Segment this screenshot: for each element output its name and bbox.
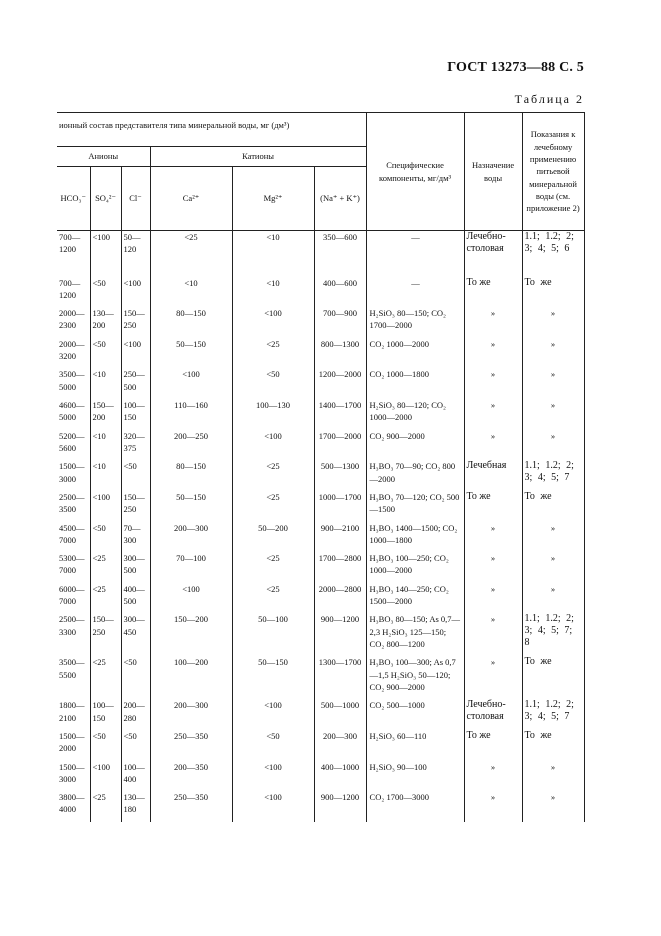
cell-spec: H₃BO₃ 80—150; As 0,7—2,3 H₂SiO₃ 125—150; CO₂ 800—1200 — [366, 613, 464, 656]
cell-mg: <25 — [232, 460, 314, 491]
cell-purpose: » — [464, 307, 522, 338]
cell-spec: H₃BO₃ 1400—1500; CO₂ 1000—1800 — [366, 522, 464, 553]
cell-ca: <100 — [150, 583, 232, 614]
cell-indic: » — [522, 522, 584, 553]
cell-mg: <50 — [232, 368, 314, 399]
cell-purpose: То же — [464, 277, 522, 308]
cell-indic: » — [522, 307, 584, 338]
table-row — [57, 277, 584, 308]
cell-cl: 300—500 — [121, 552, 150, 583]
cell-nak: 200—300 — [314, 730, 366, 761]
cell-mg: 50—150 — [232, 656, 314, 699]
cell-hco3: 4500—7000 — [57, 522, 90, 553]
cell-mg: <25 — [232, 583, 314, 614]
cell-nak: 1000—1700 — [314, 491, 366, 522]
cell-indic: » — [522, 552, 584, 583]
cell-mg: <10 — [232, 231, 314, 277]
cell-mg: <25 — [232, 491, 314, 522]
header-cl: Cl⁻ — [121, 167, 150, 231]
cell-hco3: 1500—3000 — [57, 761, 90, 792]
cell-indic: » — [522, 430, 584, 461]
cell-indic: » — [522, 791, 584, 822]
cell-mg: <100 — [232, 699, 314, 730]
cell-hco3: 5200—5600 — [57, 430, 90, 461]
cell-spec: H₃BO₃ 70—90; CO₂ 800—2000 — [366, 460, 464, 491]
cell-so4: 100—150 — [90, 699, 121, 730]
cell-spec: H₂SiO₃ 80—120; CO₂ 1000—2000 — [366, 399, 464, 430]
table-row — [57, 338, 584, 369]
cell-indic: » — [522, 761, 584, 792]
cell-indic: 1.1; 1.2; 2; 3; 4; 5; 7 — [522, 460, 584, 491]
cell-cl: 100—150 — [121, 399, 150, 430]
cell-cl: 130—180 — [121, 791, 150, 822]
cell-spec: CO₂ 1700—3000 — [366, 791, 464, 822]
cell-indic: » — [522, 338, 584, 369]
cell-nak: 400—600 — [314, 277, 366, 308]
cell-mg: 100—130 — [232, 399, 314, 430]
cell-ca: 200—300 — [150, 522, 232, 553]
cell-hco3: 4600—5000 — [57, 399, 90, 430]
cell-so4: <25 — [90, 656, 121, 699]
table-row — [57, 613, 584, 656]
cell-cl: <100 — [121, 277, 150, 308]
cell-spec: CO₂ 500—1000 — [366, 699, 464, 730]
cell-purpose: » — [464, 761, 522, 792]
header-mg: Mg²⁺ — [232, 167, 314, 231]
header-cations: Катионы — [150, 147, 366, 167]
cell-ca: <25 — [150, 231, 232, 277]
cell-so4: <100 — [90, 491, 121, 522]
cell-cl: 250—500 — [121, 368, 150, 399]
table-row — [57, 491, 584, 522]
cell-nak: 1700—2800 — [314, 552, 366, 583]
cell-spec: H₃BO₃ 70—120; CO₂ 500—1500 — [366, 491, 464, 522]
cell-purpose: » — [464, 399, 522, 430]
cell-mg: <100 — [232, 430, 314, 461]
table-row — [57, 761, 584, 792]
cell-mg: <25 — [232, 552, 314, 583]
cell-so4: <25 — [90, 552, 121, 583]
cell-ca: 50—150 — [150, 491, 232, 522]
cell-so4: <50 — [90, 277, 121, 308]
cell-nak: 700—900 — [314, 307, 366, 338]
cell-nak: 1200—2000 — [314, 368, 366, 399]
cell-mg: 50—200 — [232, 522, 314, 553]
cell-indic: То же — [522, 491, 584, 522]
cell-so4: <50 — [90, 338, 121, 369]
cell-mg: <25 — [232, 338, 314, 369]
table-row — [57, 399, 584, 430]
cell-so4: <50 — [90, 730, 121, 761]
cell-nak: 1400—1700 — [314, 399, 366, 430]
cell-purpose: » — [464, 430, 522, 461]
cell-ca: 150—200 — [150, 613, 232, 656]
header-hco3: HCO₃⁻ — [57, 167, 90, 231]
cell-indic: 1.1; 1.2; 2; 3; 4; 5; 7 — [522, 699, 584, 730]
header-anions: Анионы — [57, 147, 150, 167]
table-row — [57, 368, 584, 399]
cell-cl: 70—300 — [121, 522, 150, 553]
cell-hco3: 3500—5500 — [57, 656, 90, 699]
cell-hco3: 2500—3300 — [57, 613, 90, 656]
cell-ca: 200—300 — [150, 699, 232, 730]
header-specific-components: Специфические компоненты, мг/дм³ — [366, 113, 464, 231]
cell-so4: 130—200 — [90, 307, 121, 338]
cell-ca: <100 — [150, 368, 232, 399]
cell-indic: То же — [522, 656, 584, 699]
cell-indic: » — [522, 399, 584, 430]
cell-hco3: 6000—7000 — [57, 583, 90, 614]
cell-hco3: 700—1200 — [57, 231, 90, 277]
cell-ca: 80—150 — [150, 460, 232, 491]
cell-spec: CO₂ 1000—1800 — [366, 368, 464, 399]
cell-hco3: 1500—2000 — [57, 730, 90, 761]
cell-purpose: Лечебно-столовая — [464, 231, 522, 277]
cell-purpose: » — [464, 552, 522, 583]
cell-so4: <100 — [90, 761, 121, 792]
cell-spec: H₃BO₃ 100—250; CO₂ 1000—2000 — [366, 552, 464, 583]
cell-spec: H₃BO₃ 100—300; As 0,7—1,5 H₂SiO₃ 50—120; CO₂ 900—2000 — [366, 656, 464, 699]
cell-cl: 150—250 — [121, 307, 150, 338]
cell-so4: 150—200 — [90, 399, 121, 430]
cell-ca: 70—100 — [150, 552, 232, 583]
cell-hco3: 2000—2300 — [57, 307, 90, 338]
cell-hco3: 2000—3200 — [57, 338, 90, 369]
cell-indic: То же — [522, 730, 584, 761]
table-row — [57, 460, 584, 491]
cell-purpose: Лечебная — [464, 460, 522, 491]
cell-hco3: 2500—3500 — [57, 491, 90, 522]
cell-ca: 50—150 — [150, 338, 232, 369]
cell-cl: 400—500 — [121, 583, 150, 614]
cell-hco3: 700—1200 — [57, 277, 90, 308]
cell-nak: 1300—1700 — [314, 656, 366, 699]
cell-spec: CO₂ 1000—2000 — [366, 338, 464, 369]
cell-mg: <100 — [232, 791, 314, 822]
cell-indic: » — [522, 583, 584, 614]
header-ion-composition: ионный состав представителя типа минеральной воды, мг (дм³) — [57, 113, 366, 147]
cell-spec: CO₂ 900—2000 — [366, 430, 464, 461]
cell-hco3: 3500—5000 — [57, 368, 90, 399]
cell-cl: <100 — [121, 338, 150, 369]
cell-nak: 900—1200 — [314, 791, 366, 822]
cell-ca: 110—160 — [150, 399, 232, 430]
cell-spec: H₂SiO₃ 90—100 — [366, 761, 464, 792]
cell-ca: 200—250 — [150, 430, 232, 461]
table-row — [57, 430, 584, 461]
cell-nak: 500—1000 — [314, 699, 366, 730]
cell-nak: 900—2100 — [314, 522, 366, 553]
cell-ca: 250—350 — [150, 730, 232, 761]
cell-purpose: Лечебно-столовая — [464, 699, 522, 730]
cell-mg: <100 — [232, 307, 314, 338]
header-purpose: Назначение воды — [464, 113, 522, 231]
cell-cl: 200—280 — [121, 699, 150, 730]
cell-hco3: 1500—3000 — [57, 460, 90, 491]
cell-nak: 400—1000 — [314, 761, 366, 792]
cell-spec: H₂SiO₃ 60—110 — [366, 730, 464, 761]
cell-purpose: » — [464, 522, 522, 553]
cell-nak: 350—600 — [314, 231, 366, 277]
cell-spec: — — [366, 231, 464, 277]
cell-spec: H₂SiO₃ 80—150; CO₂ 1700—2000 — [366, 307, 464, 338]
cell-hco3: 3800—4000 — [57, 791, 90, 822]
cell-so4: <10 — [90, 368, 121, 399]
cell-purpose: » — [464, 791, 522, 822]
cell-nak: 2000—2800 — [314, 583, 366, 614]
table-row — [57, 699, 584, 730]
cell-purpose: » — [464, 583, 522, 614]
cell-so4: <10 — [90, 460, 121, 491]
cell-so4: <50 — [90, 522, 121, 553]
cell-mg: <50 — [232, 730, 314, 761]
cell-cl: <50 — [121, 460, 150, 491]
cell-purpose: То же — [464, 491, 522, 522]
cell-ca: 200—350 — [150, 761, 232, 792]
table-body — [57, 231, 584, 822]
header-nak: (Na⁺ + K⁺) — [314, 167, 366, 231]
cell-cl: 300—450 — [121, 613, 150, 656]
cell-cl: 50—120 — [121, 231, 150, 277]
cell-mg: 50—100 — [232, 613, 314, 656]
cell-spec: H₃BO₃ 140—250; CO₂ 1500—2000 — [366, 583, 464, 614]
cell-so4: <25 — [90, 583, 121, 614]
cell-mg: <10 — [232, 277, 314, 308]
cell-purpose: » — [464, 338, 522, 369]
header-ca: Ca²⁺ — [150, 167, 232, 231]
table-row — [57, 231, 584, 277]
cell-indic: 1.1; 1.2; 2; 3; 4; 5; 7; 8 — [522, 613, 584, 656]
cell-nak: 1700—2000 — [314, 430, 366, 461]
cell-spec: — — [366, 277, 464, 308]
table-row — [57, 552, 584, 583]
table-row — [57, 656, 584, 699]
table-row — [57, 522, 584, 553]
cell-indic: 1.1; 1.2; 2; 3; 4; 5; 6 — [522, 231, 584, 277]
table-row — [57, 730, 584, 761]
cell-purpose: » — [464, 656, 522, 699]
cell-so4: <25 — [90, 791, 121, 822]
cell-mg: <100 — [232, 761, 314, 792]
cell-so4: <100 — [90, 231, 121, 277]
cell-so4: <10 — [90, 430, 121, 461]
cell-nak: 900—1200 — [314, 613, 366, 656]
table-row — [57, 791, 584, 822]
cell-nak: 500—1300 — [314, 460, 366, 491]
cell-purpose: » — [464, 368, 522, 399]
table-row — [57, 583, 584, 614]
cell-hco3: 5300—7000 — [57, 552, 90, 583]
header-so4: SO₄²⁻ — [90, 167, 121, 231]
page-header: ГОСТ 13273—88 С. 5 — [447, 60, 584, 75]
header-indications: Показания к лечебному применению питьевой минеральной воды (см. приложение 2) — [522, 113, 584, 231]
cell-cl: 150—250 — [121, 491, 150, 522]
cell-cl: 320—375 — [121, 430, 150, 461]
table-row — [57, 307, 584, 338]
cell-ca: 250—350 — [150, 791, 232, 822]
cell-cl: <50 — [121, 730, 150, 761]
cell-ca: 100—200 — [150, 656, 232, 699]
table-caption: Таблица 2 — [514, 92, 584, 106]
cell-cl: 100—400 — [121, 761, 150, 792]
cell-indic: То же — [522, 277, 584, 308]
cell-purpose: » — [464, 613, 522, 656]
cell-ca: <10 — [150, 277, 232, 308]
mineral-water-table — [57, 112, 585, 822]
cell-nak: 800—1300 — [314, 338, 366, 369]
cell-cl: <50 — [121, 656, 150, 699]
cell-ca: 80—150 — [150, 307, 232, 338]
cell-indic: » — [522, 368, 584, 399]
cell-hco3: 1800—2100 — [57, 699, 90, 730]
cell-so4: 150—250 — [90, 613, 121, 656]
cell-purpose: То же — [464, 730, 522, 761]
